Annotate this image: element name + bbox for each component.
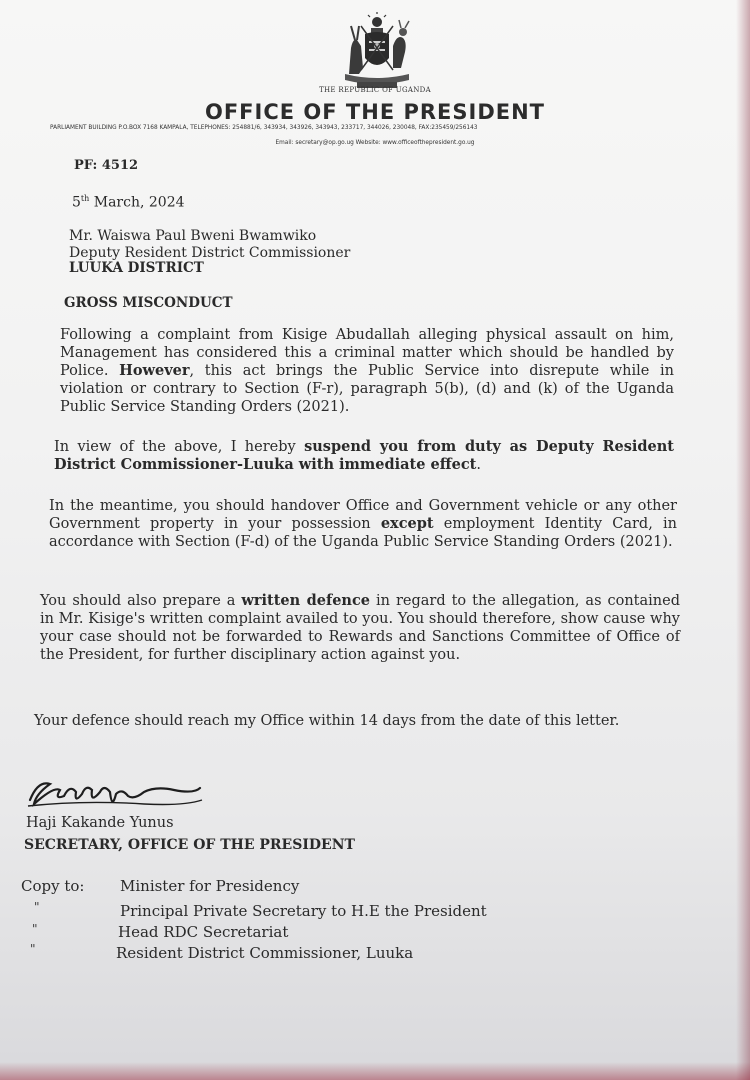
subject-heading: GROSS MISCONDUCT <box>64 295 233 311</box>
copy-recipient: Head RDC Secretariat <box>118 923 289 941</box>
page-edge-shadow <box>736 0 750 1080</box>
uganda-coat-of-arms-icon <box>335 12 419 90</box>
paragraph-deadline: Your defence should reach my Office within 14 days from the date of this letter. <box>34 713 620 729</box>
ditto-mark: " <box>34 900 40 914</box>
recipient-name: Mr. Waiswa Paul Bweni Bwamwiko <box>69 228 317 244</box>
letter-date: 5th March, 2024 <box>72 194 185 211</box>
signatory-name: Haji Kakande Yunus <box>26 815 174 831</box>
reference-number: PF: 4512 <box>74 158 139 173</box>
copy-recipient: Principal Private Secretary to H.E the President <box>120 902 487 920</box>
paragraph-suspension: In view of the above, I hereby suspend you from duty as Deputy Resident District Commissioner-Luuka with immediate effect. <box>54 438 674 473</box>
page-bottom-shadow <box>0 1062 750 1080</box>
ditto-mark: " <box>30 942 36 956</box>
recipient-district: LUUKA DISTRICT <box>69 260 204 276</box>
recipient-title: Deputy Resident District Commissioner <box>69 245 351 261</box>
contact-line: Email: secretary@op.go.ug Website: www.officeofthepresident.go.ug <box>275 140 475 146</box>
signatory-position: SECRETARY, OFFICE OF THE PRESIDENT <box>24 837 355 853</box>
paragraph-handover: In the meantime, you should handover Office and Government vehicle or any other Government property in your possession except employment Identity Card, in accordance with Section (F-d) of the Uganda Public Service Standing Orders (2021). <box>49 498 677 550</box>
ditto-mark: " <box>32 922 38 936</box>
republic-heading: THE REPUBLIC OF UGANDA <box>319 86 431 94</box>
copy-recipient: Minister for Presidency <box>120 877 300 895</box>
copy-to-label: Copy to: <box>21 877 85 895</box>
signature-mark <box>24 770 224 816</box>
copy-recipient: Resident District Commissioner, Luuka <box>116 944 414 962</box>
address-line: PARLIAMENT BUILDING P.O.BOX 7168 KAMPALA, TELEPHONES: 254881/6, 343934, 343926, 343943, 233717, 344026, 230048, FAX:235459/256143 <box>50 125 478 131</box>
office-title: OFFICE OF THE PRESIDENT <box>204 100 545 124</box>
paragraph-complaint: Following a complaint from Kisige Abudallah alleging physical assault on him, Management has considered this a criminal matter which should be handled by Police. However, this act brings the Public Service into disrepute while in violation or contrary to Section (F-r), paragraph 5(b), (d) and (k) of the Uganda Public Service Standing Orders (2021). <box>60 327 675 415</box>
paragraph-defence: You should also prepare a written defence in regard to the allegation, as contained in Mr. Kisige's written complaint availed to you. You should therefore, show cause why your case should not be forwarded to Rewards and Sanctions Committee of Office of the President, for further disciplinary action against you. <box>40 592 680 663</box>
